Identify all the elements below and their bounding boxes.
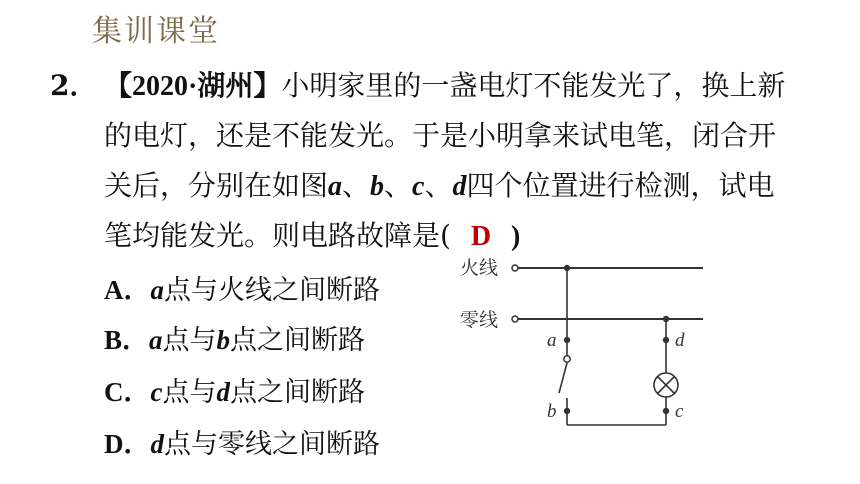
point-d-label: d	[675, 330, 685, 351]
point-c-ref: c	[412, 171, 425, 202]
question-text-1: 小明家里的一盏电灯不能发光了，换上新	[281, 69, 786, 102]
point-a-ref: a	[328, 171, 343, 202]
option-text: 点之间断路	[229, 377, 365, 408]
option-point: d	[150, 429, 164, 459]
option-text: 点与零线之间断路	[164, 429, 380, 460]
option-text: 点与	[162, 377, 217, 408]
question-text-3-post: 四个位置进行检测，试电	[466, 169, 775, 202]
switch-contact-top	[564, 356, 570, 362]
answer-close-paren: )	[510, 221, 521, 252]
point-c-dot	[663, 408, 669, 414]
answer-value: D	[470, 221, 492, 252]
lamp-icon	[654, 373, 678, 397]
option-point: a	[149, 325, 163, 355]
point-b-label: b	[547, 401, 557, 422]
question-text-4: 笔均能发光。则电路故障是(	[104, 219, 451, 252]
question-line-3	[104, 164, 775, 204]
answer-slot	[451, 219, 511, 253]
circuit-diagram	[455, 255, 715, 435]
live-wire-terminal	[512, 265, 518, 271]
separator: 、	[342, 169, 371, 202]
page-header-title: 集训课堂	[92, 14, 220, 49]
point-c-label: c	[675, 401, 684, 422]
option-point: d	[216, 377, 230, 407]
question-number: 2．	[50, 69, 98, 102]
separator: 、	[384, 169, 413, 202]
option-text: 点与火线之间断路	[164, 275, 380, 306]
point-b-dot	[564, 408, 570, 414]
option-point: a	[150, 275, 164, 305]
point-a-label: a	[547, 330, 557, 351]
option-text: 点与	[162, 325, 217, 356]
separator: 、	[424, 169, 453, 202]
live-wire-label: 火线	[460, 257, 499, 279]
question-text-3-pre: 关后，分别在如图	[104, 169, 329, 202]
source-bracket-open: 【	[104, 71, 133, 102]
option-text: 点之间断路	[230, 325, 366, 356]
neutral-wire-terminal	[512, 316, 518, 322]
option-d[interactable]	[104, 422, 380, 461]
source-bracket-close: 】	[253, 71, 282, 102]
point-b-ref: b	[370, 171, 385, 202]
neutral-wire-label: 零线	[460, 309, 499, 331]
option-a[interactable]	[104, 268, 380, 307]
option-letter: D．	[104, 429, 151, 459]
option-letter: A．	[104, 275, 151, 305]
question-line-2: 的电灯，还是不能发光。于是小明拿来试电笔，闭合开	[104, 119, 777, 152]
option-b[interactable]	[104, 318, 365, 357]
switch-blade	[559, 363, 567, 393]
option-point: c	[150, 377, 163, 407]
option-letter: B．	[104, 325, 150, 355]
point-d-ref: d	[452, 171, 467, 202]
point-a-dot	[564, 337, 570, 343]
question-line-4	[104, 214, 520, 254]
option-letter: C．	[104, 377, 151, 407]
question-source: 2020·湖州	[132, 71, 254, 102]
option-point: b	[216, 325, 231, 355]
question-line-1	[104, 64, 785, 104]
option-c[interactable]	[104, 370, 365, 409]
point-d-dot	[663, 337, 669, 343]
